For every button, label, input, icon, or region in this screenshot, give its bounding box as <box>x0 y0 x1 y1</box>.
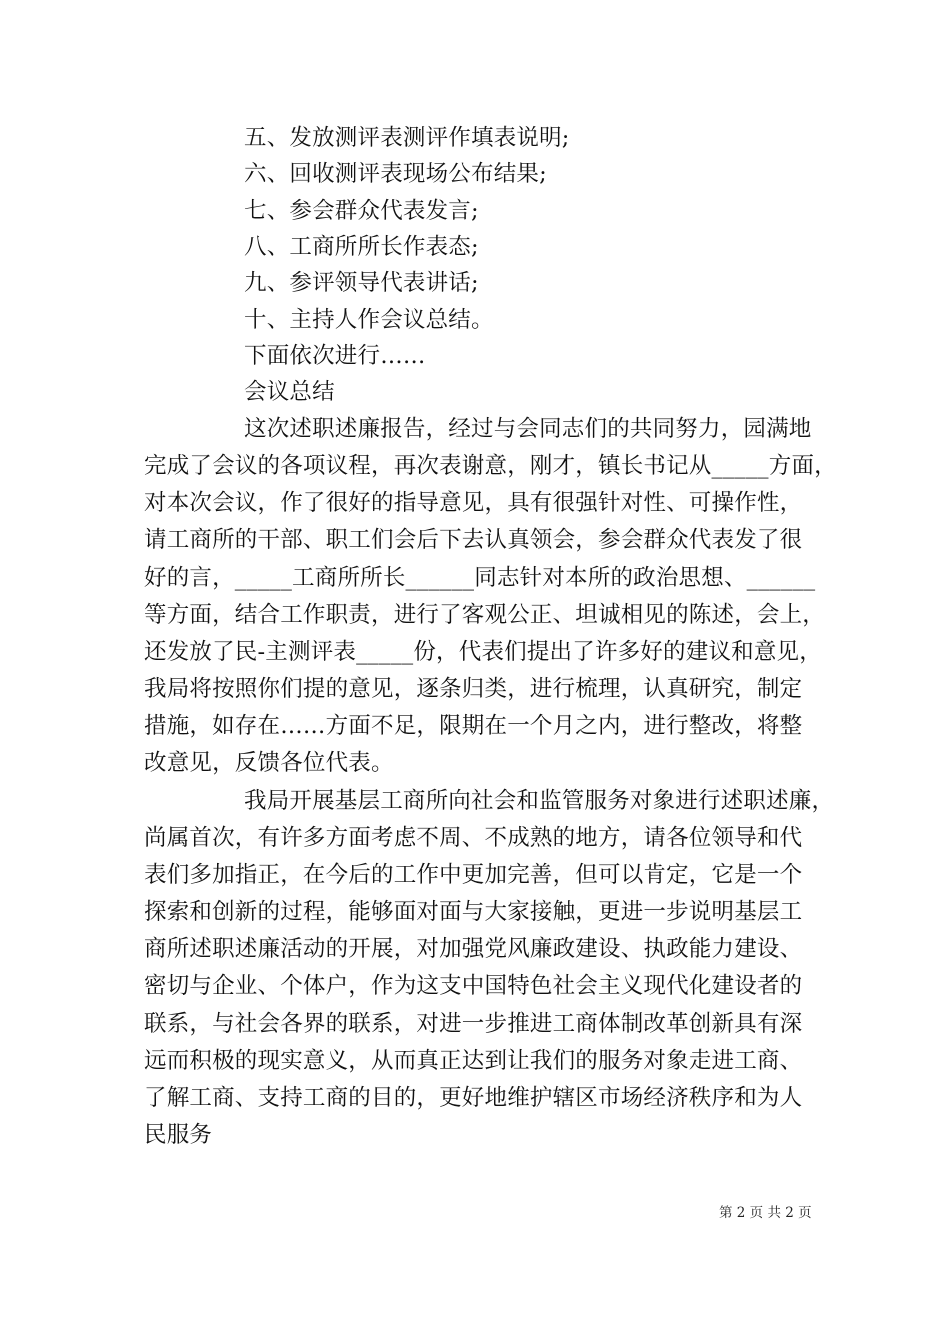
agenda-item-6: 六、回收测评表现场公布结果; <box>244 161 547 187</box>
closing-line: 了解工商、支持工商的目的，更好地维护辖区市场经济秩序和为人 <box>144 1085 803 1111</box>
summary-line: 我局将按照你们提的意见，逐条归类，进行梳理，认真研究，制定 <box>144 676 803 702</box>
summary-line: 对本次会议，作了很好的指导意见，具有很强针对性、可操作性， <box>144 490 803 516</box>
closing-line: 民服务 <box>144 1122 213 1148</box>
summary-line: 还发放了民-主测评表_____份，代表们提出了许多好的建议和意见， <box>144 639 822 665</box>
closing-line: 表们多加指正，在今后的工作中更加完善，但可以肯定，它是一个 <box>144 862 803 888</box>
summary-line: 请工商所的干部、职工们会后下去认真领会，参会群众代表发了很 <box>144 527 803 553</box>
closing-line: 密切与企业、个体户，作为这支中国特色社会主义现代化建设者的 <box>144 973 803 999</box>
proceed-line: 下面依次进行…… <box>244 343 426 369</box>
agenda-item-9: 九、参评领导代表讲话; <box>244 270 479 296</box>
agenda-item-7: 七、参会群众代表发言; <box>244 198 479 224</box>
closing-line: 商所述职述廉活动的开展，对加强党风廉政建设、执政能力建设、 <box>144 936 803 962</box>
closing-line: 我局开展基层工商所向社会和监管服务对象进行述职述廉， <box>244 788 835 814</box>
section-heading: 会议总结 <box>244 379 335 405</box>
agenda-item-8: 八、工商所所长作表态; <box>244 234 479 260</box>
page-number-footer: 第 2 页 共 2 页 <box>719 1205 812 1221</box>
agenda-item-10: 十、主持人作会议总结。 <box>244 307 494 333</box>
closing-line: 尚属首次，有许多方面考虑不周、不成熟的地方，请各位领导和代 <box>144 825 803 851</box>
summary-line: 这次述职述廉报告，经过与会同志们的共同努力，园满地 <box>244 416 812 442</box>
summary-line: 等方面，结合工作职责，进行了客观公正、坦诚相见的陈述，会上， <box>144 602 826 628</box>
summary-line: 好的言，_____工商所所长______同志针对本所的政治思想、______ <box>144 565 816 591</box>
agenda-item-5: 五、发放测评表测评作填表说明; <box>244 125 570 151</box>
summary-line: 改意见，反馈各位代表。 <box>144 750 394 776</box>
summary-line: 措施，如存在……方面不足，限期在一个月之内，进行整改，将整 <box>144 713 803 739</box>
closing-line: 远而积极的现实意义，从而真正达到让我们的服务对象走进工商、 <box>144 1048 803 1074</box>
closing-line: 联系，与社会各界的联系，对进一步推进工商体制改革创新具有深 <box>144 1011 803 1037</box>
closing-line: 探索和创新的过程，能够面对面与大家接触，更进一步说明基层工 <box>144 899 803 925</box>
summary-line: 完成了会议的各项议程，再次表谢意，刚才，镇长书记从_____方面， <box>144 453 837 479</box>
